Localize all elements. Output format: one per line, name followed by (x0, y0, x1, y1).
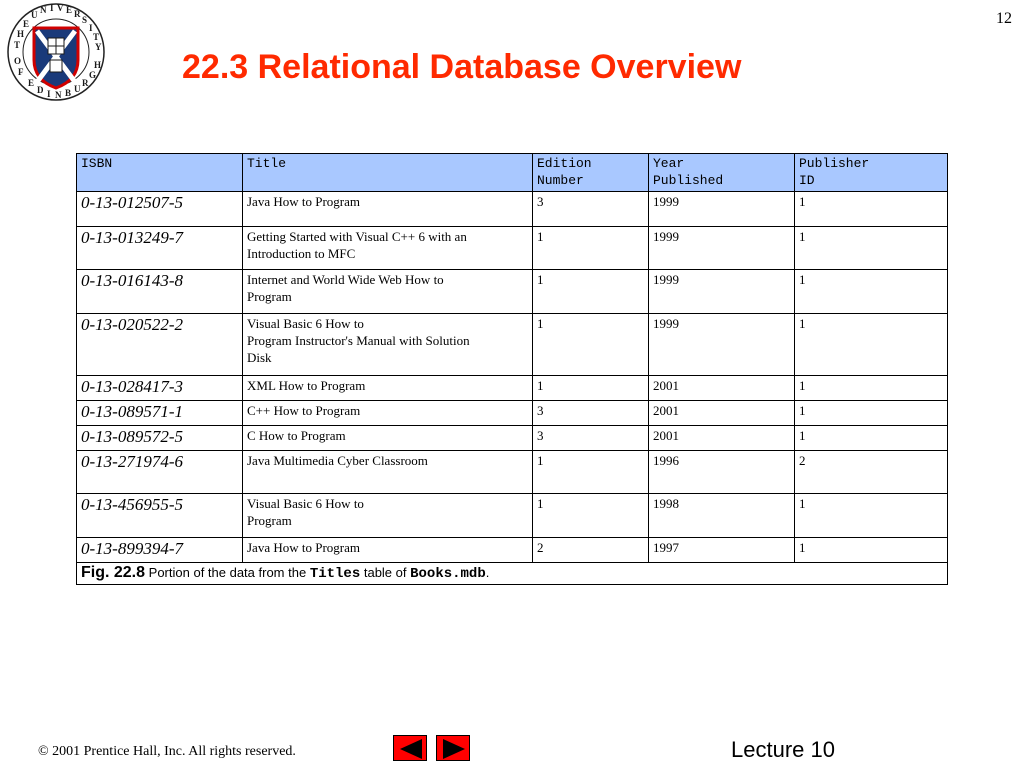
arrow-right-icon (437, 736, 471, 762)
header-edition-number: Edition Number (533, 154, 649, 192)
table-caption-row (77, 563, 948, 585)
svg-text:N: N (55, 90, 62, 100)
cell-isbn: 0-13-013249-7 (77, 227, 243, 270)
svg-text:E: E (66, 5, 73, 15)
cell-year: 1999 (649, 227, 795, 270)
cell-title: Getting Started with Visual C++ 6 with an Introduction to MFC (243, 227, 533, 270)
svg-text:B: B (65, 88, 72, 98)
svg-text:I: I (89, 23, 93, 33)
cell-year: 1999 (649, 192, 795, 227)
table-header-row (77, 154, 948, 192)
cell-year: 1998 (649, 494, 795, 538)
table-row (77, 451, 948, 494)
code-books-mdb: Books.mdb (410, 566, 486, 582)
cell-title: XML How to Program (243, 376, 533, 401)
svg-text:T: T (14, 40, 21, 50)
university-crest-icon (4, 2, 114, 102)
cell-edition: 3 (533, 426, 649, 451)
cell-title: Internet and World Wide Web How to Program (243, 270, 533, 314)
table-row (77, 314, 948, 376)
svg-text:S: S (82, 15, 88, 25)
svg-text:U: U (31, 10, 38, 20)
cell-publisher: 1 (795, 401, 948, 426)
table-row (77, 426, 948, 451)
svg-text:V: V (57, 3, 64, 13)
svg-text:T: T (93, 32, 100, 42)
cell-isbn: 0-13-271974-6 (77, 451, 243, 494)
cell-edition: 1 (533, 376, 649, 401)
cell-publisher: 1 (795, 494, 948, 538)
cell-year: 1997 (649, 538, 795, 563)
lecture-label: Lecture 10 (731, 737, 835, 762)
next-slide-button[interactable] (436, 735, 470, 761)
cell-year: 1996 (649, 451, 795, 494)
table-row (77, 270, 948, 314)
svg-text:O: O (14, 56, 22, 66)
cell-isbn: 0-13-089571-1 (77, 401, 243, 426)
titles-table (76, 153, 948, 585)
cell-isbn: 0-13-020522-2 (77, 314, 243, 376)
cell-isbn: 0-13-012507-5 (77, 192, 243, 227)
cell-edition: 1 (533, 314, 649, 376)
svg-text:R: R (82, 78, 89, 88)
cell-year: 2001 (649, 426, 795, 451)
cell-isbn: 0-13-456955-5 (77, 494, 243, 538)
svg-text:R: R (74, 9, 81, 19)
cell-publisher: 1 (795, 227, 948, 270)
cell-publisher: 1 (795, 376, 948, 401)
table-row (77, 192, 948, 227)
slide-title: 22.3 Relational Database Overview (182, 48, 742, 86)
svg-text:G: G (89, 70, 97, 80)
cell-publisher: 1 (795, 314, 948, 376)
figure-label: Fig. 22.8 (81, 564, 146, 581)
cell-title: C How to Program (243, 426, 533, 451)
header-title: Title (243, 154, 533, 192)
cell-title: C++ How to Program (243, 401, 533, 426)
svg-text:H: H (17, 29, 25, 39)
svg-text:E: E (23, 19, 30, 29)
svg-text:H: H (94, 60, 102, 70)
cell-publisher: 1 (795, 538, 948, 563)
previous-slide-button[interactable] (393, 735, 427, 761)
cell-title: Java How to Program (243, 538, 533, 563)
svg-text:I: I (50, 3, 54, 13)
cell-publisher: 1 (795, 192, 948, 227)
cell-publisher: 1 (795, 270, 948, 314)
copyright-notice: © 2001 Prentice Hall, Inc. All rights reserved. (38, 744, 296, 759)
cell-year: 1999 (649, 270, 795, 314)
cell-year: 1999 (649, 314, 795, 376)
cell-edition: 3 (533, 401, 649, 426)
cell-title: Visual Basic 6 How to Program Instructor's Manual with Solution Disk (243, 314, 533, 376)
table-row (77, 376, 948, 401)
cell-year: 2001 (649, 376, 795, 401)
svg-text:N: N (40, 5, 47, 15)
cell-title: Java Multimedia Cyber Classroom (243, 451, 533, 494)
university-logo (4, 2, 114, 102)
cell-year: 2001 (649, 401, 795, 426)
cell-publisher: 1 (795, 426, 948, 451)
cell-edition: 1 (533, 270, 649, 314)
figure-caption: Fig. 22.8 Portion of the data from the Titles table of Books.mdb. (77, 563, 948, 585)
cell-title: Visual Basic 6 How to Program (243, 494, 533, 538)
cell-edition: 3 (533, 192, 649, 227)
cell-edition: 1 (533, 451, 649, 494)
slide-number: 12 (996, 10, 1012, 27)
svg-text:I: I (47, 89, 51, 99)
cell-edition: 2 (533, 538, 649, 563)
svg-text:Y: Y (95, 42, 102, 52)
code-titles: Titles (309, 566, 361, 582)
table-row (77, 494, 948, 538)
cell-isbn: 0-13-899394-7 (77, 538, 243, 563)
cell-isbn: 0-13-016143-8 (77, 270, 243, 314)
svg-text:E: E (28, 78, 35, 88)
cell-edition: 1 (533, 227, 649, 270)
cell-isbn: 0-13-089572-5 (77, 426, 243, 451)
svg-text:D: D (37, 85, 44, 95)
svg-text:F: F (18, 67, 24, 77)
cell-isbn: 0-13-028417-3 (77, 376, 243, 401)
svg-text:U: U (74, 84, 81, 94)
cell-title: Java How to Program (243, 192, 533, 227)
table-row (77, 538, 948, 563)
header-year-published: Year Published (649, 154, 795, 192)
header-isbn: ISBN (77, 154, 243, 192)
table-row (77, 401, 948, 426)
arrow-left-icon (394, 736, 428, 762)
cell-edition: 1 (533, 494, 649, 538)
cell-publisher: 2 (795, 451, 948, 494)
table-row (77, 227, 948, 270)
header-publisher-id: Publisher ID (795, 154, 948, 192)
